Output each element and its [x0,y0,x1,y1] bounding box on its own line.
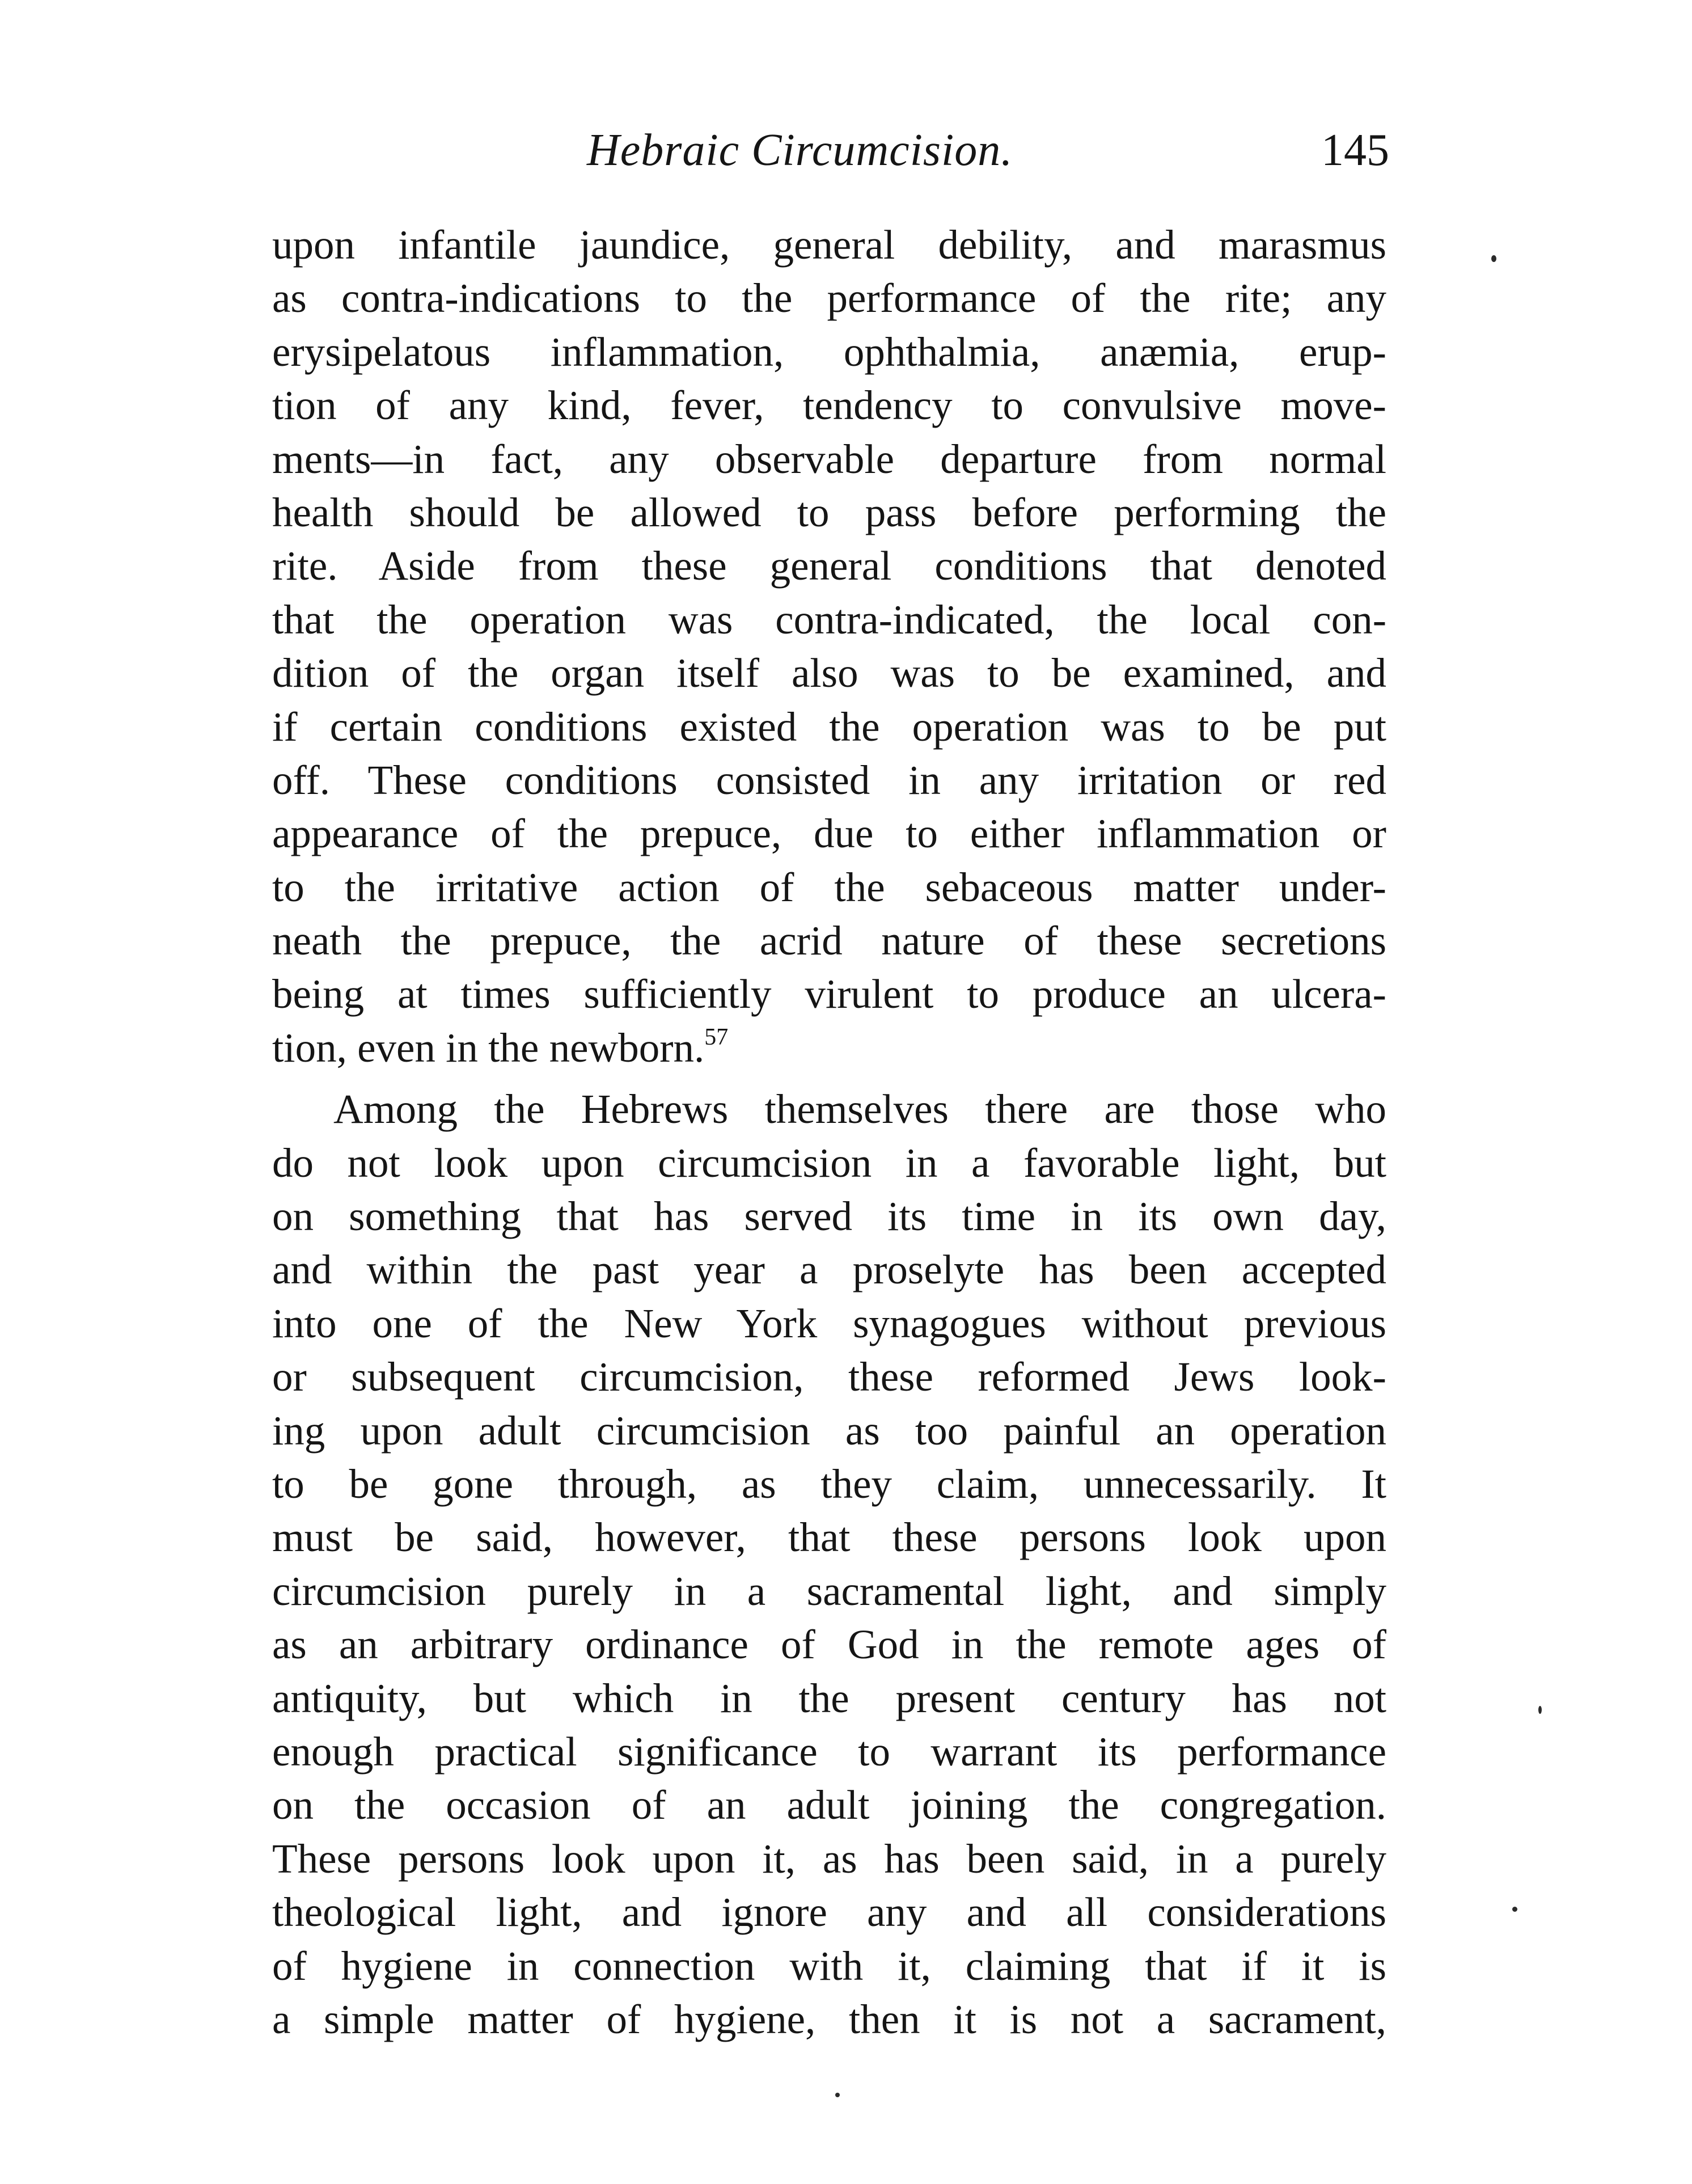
text-line: as contra-indications to the performance of the rite; any [272,275,1386,322]
text-line: that the operation was contra-indicated, the local con- [272,596,1386,643]
running-title: Hebraic Circumcision. [587,125,1013,175]
text-line: rite. Aside from these general conditions that denoted [272,543,1386,589]
text-line: on something that has served its time in its own day, [272,1193,1386,1240]
text-line: erysipelatous inflammation, ophthalmia, anæmia, erup- [272,328,1386,375]
text-line: upon infantile jaundice, general debility, and marasmus [272,222,1386,268]
scan-speck [1491,255,1496,262]
text-line: appearance of the prepuce, due to either inflammation or [272,810,1386,857]
paragraph [272,1083,1386,2046]
text-line: if certain conditions existed the operation was to be put [272,703,1386,750]
text-line: on the occasion of an adult joining the congregation. [272,1782,1386,1828]
footnote-reference[interactable]: 57 [704,1024,729,1050]
text-line: of hygiene in connection with it, claiming that if it is [272,1942,1386,1989]
text-line: to the irritative action of the sebaceous matter under- [272,864,1386,910]
text-line: and within the past year a proselyte has been accepted [272,1247,1386,1293]
text-line: These persons look upon it, as has been said, in a purely [272,1835,1386,1882]
text-line: enough practical significance to warrant its performance [272,1728,1386,1775]
scan-speck [1538,1706,1542,1714]
paragraph [272,218,1386,1075]
text-line: into one of the New York synagogues without previous [272,1300,1386,1346]
page-header [272,119,1389,181]
text-line: ing upon adult circumcision as too painful an operation [272,1407,1386,1454]
body-text [272,218,1386,2046]
text-line: circumcision purely in a sacramental light, and simply [272,1568,1386,1614]
text-line: being at times sufficiently virulent to produce an ulcera- [272,971,1386,1017]
text-line: dition of the organ itself also was to be examined, and [272,650,1386,696]
text-line: ments—in fact, any observable departure from normal [272,436,1386,482]
text-line: must be said, however, that these persons look upon [272,1514,1386,1561]
text-line: as an arbitrary ordinance of God in the remote ages of [272,1621,1386,1668]
text-line: off. These conditions consisted in any irritation or red [272,757,1386,803]
text-line: a simple matter of hygiene, then it is not a sacrament, [272,1996,1386,2042]
text-line: antiquity, but which in the present century has not [272,1675,1386,1721]
scan-speck [835,2093,840,2097]
text-line: Among the Hebrews themselves there are those who [333,1086,1386,1133]
page-number: 145 [1321,125,1389,175]
text-line: tion of any kind, fever, tendency to convulsive move- [272,382,1386,429]
text-line: theological light, and ignore any and all considerations [272,1889,1386,1936]
scan-speck [1512,1907,1517,1912]
text-line: to be gone through, as they claim, unnecessarily. It [272,1460,1386,1507]
paragraph-gap [272,1075,1386,1083]
text-line-content: tion, even in the newborn. [272,1024,705,1071]
text-line: or subsequent circumcision, these reformed Jews look- [272,1354,1386,1400]
text-line: health should be allowed to pass before performing the [272,489,1386,535]
text-line: neath the prepuce, the acrid nature of these secretions [272,918,1386,964]
text-line: do not look upon circumcision in a favorable light, but [272,1139,1386,1186]
text-line [272,1021,1386,1075]
